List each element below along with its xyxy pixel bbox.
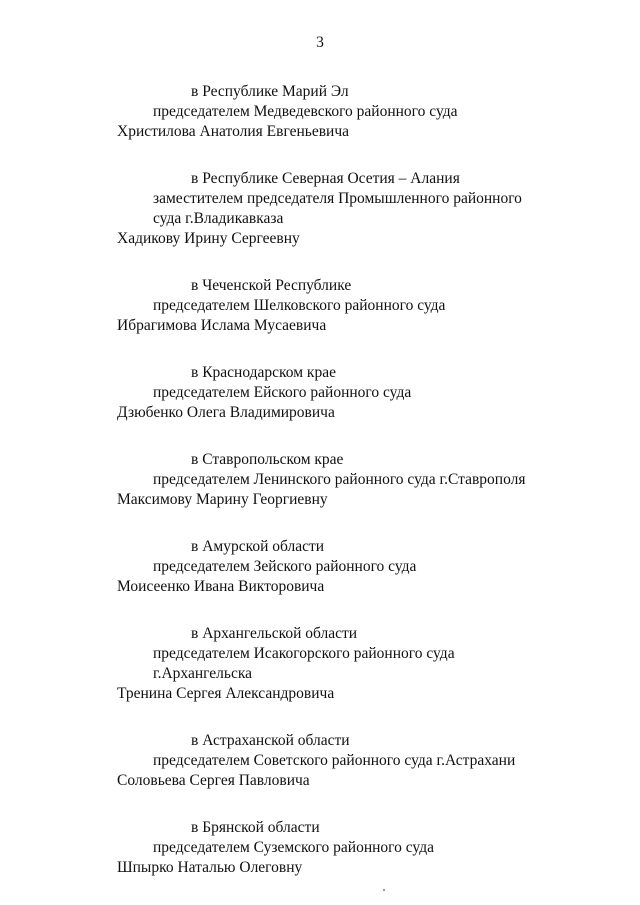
- position-line: председателем Советского районного суда г.Астрахани: [153, 752, 516, 769]
- position-line: председателем Исакогорского районного суда: [153, 645, 455, 662]
- region-line: в Брянской области: [191, 819, 320, 836]
- appointment-entry: [0, 82, 640, 142]
- appointment-entry: [0, 450, 640, 510]
- appointment-entry: [0, 276, 640, 336]
- appointee-name: Хадикову Ирину Сергеевну: [117, 230, 300, 247]
- page-number: 3: [316, 34, 324, 51]
- appointment-entry: [0, 731, 640, 791]
- appointee-name: Ибрагимова Ислама Мусаевича: [117, 317, 327, 334]
- appointee-name: Соловьева Сергея Павловича: [117, 772, 310, 789]
- appointment-entry: [0, 537, 640, 597]
- position-line: председателем Медведевского районного суда: [153, 103, 458, 120]
- region-line: в Архангельской области: [191, 625, 358, 642]
- appointee-name: Шпырко Наталью Олеговну: [117, 859, 303, 876]
- appointment-entry: [0, 363, 640, 423]
- position-line: председателем Ленинского районного суда г.Ставрополя: [153, 471, 526, 488]
- appointment-entry: [0, 818, 640, 878]
- appointee-name: Христилова Анатолия Евгеньевича: [117, 123, 350, 140]
- position-line: председателем Ейского районного суда: [153, 384, 412, 401]
- scan-speck: [383, 889, 385, 891]
- position-line: суда г.Владикавказа: [153, 210, 284, 227]
- position-line: председателем Шелковского районного суда: [153, 297, 446, 314]
- position-line: заместителем председателя Промышленного районного: [153, 190, 522, 207]
- region-line: в Амурской области: [191, 538, 325, 555]
- region-line: в Астраханской области: [191, 732, 350, 749]
- appointment-entry: [0, 169, 640, 249]
- appointee-name: Дзюбенко Олега Владимировича: [117, 404, 335, 421]
- appointee-name: Тренина Сергея Александровича: [117, 685, 335, 702]
- appointee-name: Максимову Марину Георгиевну: [117, 491, 328, 508]
- appointment-entry: [0, 624, 640, 704]
- position-line: г.Архангельска: [153, 665, 253, 682]
- position-line: председателем Суземского районного суда: [153, 839, 434, 856]
- position-line: председателем Зейского районного суда: [153, 558, 417, 575]
- region-line: в Республике Северная Осетия – Алания: [191, 170, 460, 187]
- appointee-name: Моисеенко Ивана Викторовича: [117, 578, 325, 595]
- region-line: в Краснодарском крае: [191, 364, 336, 381]
- region-line: в Чеченской Республике: [191, 277, 352, 294]
- appointments-list: [0, 82, 640, 905]
- region-line: в Ставропольском крае: [191, 451, 344, 468]
- region-line: в Республике Марий Эл: [191, 83, 349, 100]
